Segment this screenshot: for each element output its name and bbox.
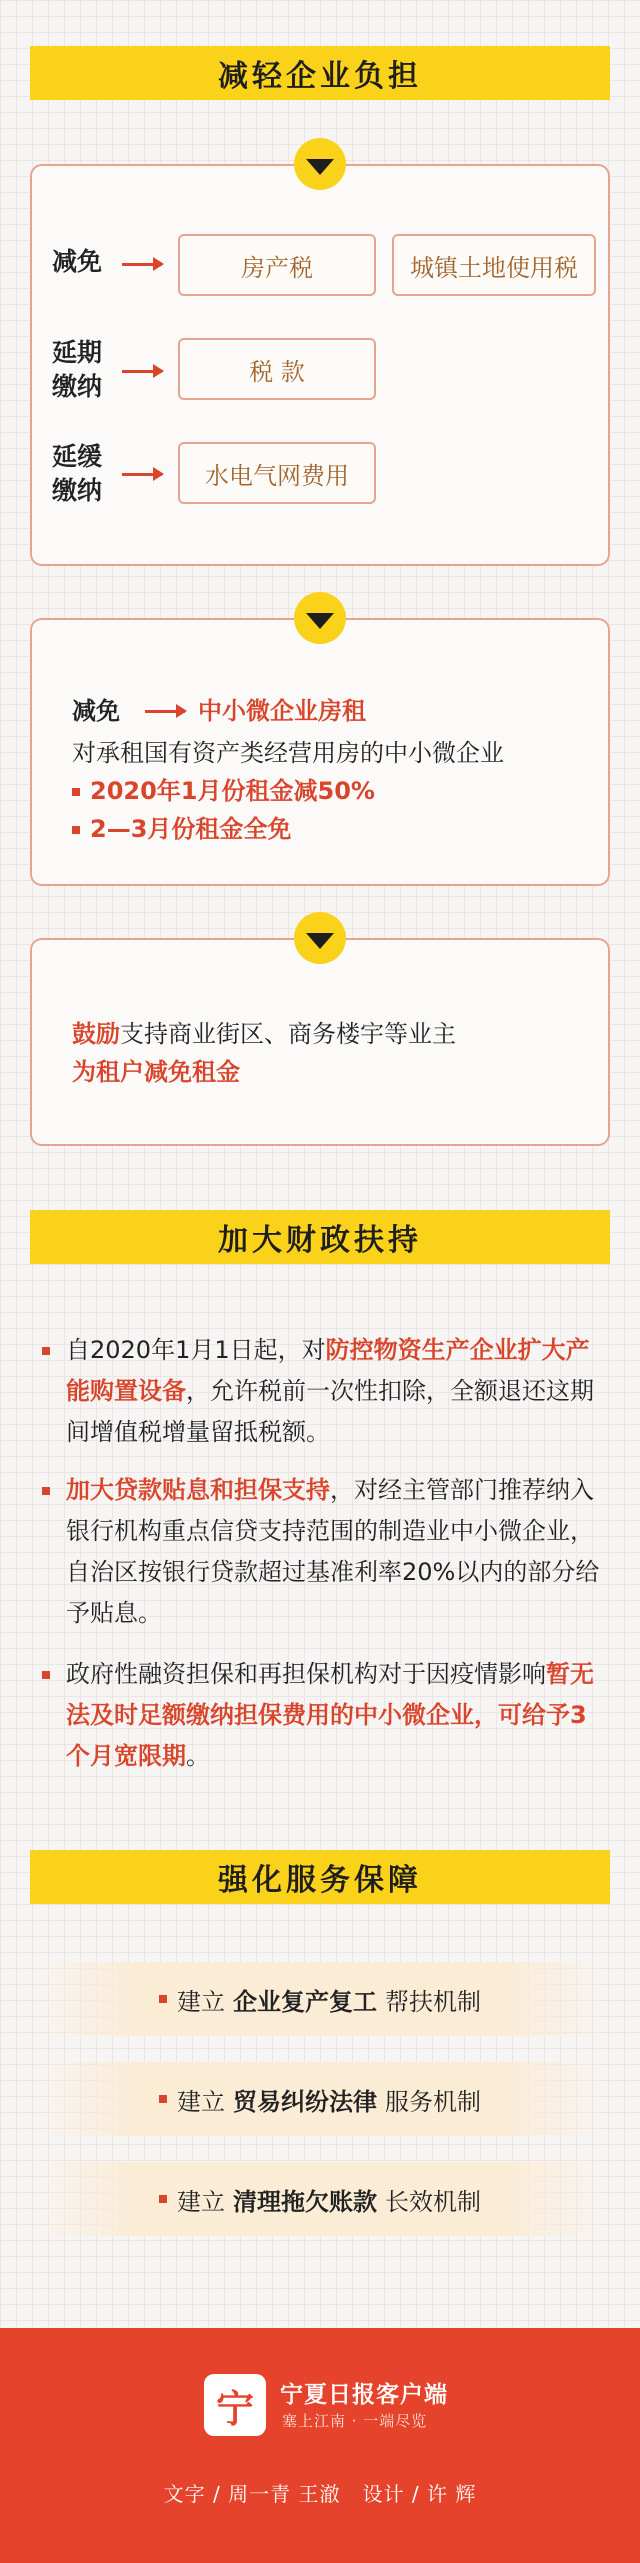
rent-label: 减免 bbox=[72, 697, 120, 725]
arrow-right-icon bbox=[122, 263, 162, 266]
fiscal-text: 。 bbox=[186, 1742, 210, 1770]
row-label-line: 延缓 bbox=[52, 442, 103, 471]
service-item bbox=[30, 2062, 610, 2136]
chevron-down-icon bbox=[294, 138, 346, 190]
service-item bbox=[30, 1962, 610, 2036]
arrow-right-icon bbox=[122, 473, 162, 476]
service-pre: 建立 bbox=[177, 1987, 225, 2016]
section-title-reduce-burden: 减轻企业负担 bbox=[30, 46, 610, 100]
encourage-line-1 bbox=[72, 1015, 456, 1053]
service-pre: 建立 bbox=[177, 2087, 225, 2116]
bullet-square-icon bbox=[159, 2195, 167, 2203]
encourage-text: 支持商业街区、商务楼宇等业主 bbox=[120, 1020, 456, 1048]
section-title-service-guarantee: 强化服务保障 bbox=[30, 1850, 610, 1904]
service-bold: 贸易纠纷法律 bbox=[233, 2087, 377, 2116]
service-pre: 建立 bbox=[177, 2187, 225, 2216]
app-logo: 宁 bbox=[204, 2374, 266, 2436]
arrow-right-icon bbox=[122, 370, 162, 373]
fiscal-text: ，对经主管部门推荐纳入银行机构重点信贷支持范围的制造业中小微企业，自治区按银行贷款超过基准利率20%以内的部分给予贴息。 bbox=[66, 1476, 600, 1627]
rent-desc: 对承租国有资产类经营用房的中小微企业 bbox=[72, 739, 504, 767]
rent-bullet-1 bbox=[72, 772, 375, 810]
service-post: 帮扶机制 bbox=[385, 1987, 481, 2016]
bullet-square-icon bbox=[159, 1995, 167, 2003]
arrow-right-icon bbox=[145, 710, 185, 713]
bullet-square-icon bbox=[42, 1487, 50, 1495]
bullet-square-icon bbox=[42, 1347, 50, 1355]
footer bbox=[0, 2328, 640, 2563]
row-label-defer bbox=[52, 336, 102, 404]
row-label-line: 延期 bbox=[52, 338, 103, 367]
fiscal-text: 自2020年1月1日起，对 bbox=[66, 1336, 326, 1364]
rent-target: 中小微企业房租 bbox=[198, 697, 366, 725]
encourage-lead: 鼓励 bbox=[72, 1020, 120, 1048]
item-property-tax: 房产税 bbox=[178, 234, 376, 296]
bullet-square-icon bbox=[159, 2095, 167, 2103]
item-utility-fees: 水电气网费用 bbox=[178, 442, 376, 504]
fiscal-text: ，允许税前一次性扣除，全额退还这期间增值税增量留抵税额。 bbox=[66, 1377, 594, 1446]
service-bold: 企业复产复工 bbox=[233, 1987, 377, 2016]
row-label-postpone bbox=[52, 440, 102, 508]
item-land-use-tax: 城镇土地使用税 bbox=[392, 234, 596, 296]
app-name: 宁夏日报客户端 bbox=[280, 2382, 448, 2408]
service-item bbox=[30, 2162, 610, 2236]
chevron-down-icon bbox=[294, 912, 346, 964]
fiscal-highlight: 防控物资生产企业扩大产能购置设备 bbox=[66, 1336, 590, 1405]
row-label-line: 缴纳 bbox=[52, 372, 103, 401]
credits: 文字 / 周一青 王澈 设计 / 许 辉 bbox=[163, 2482, 477, 2506]
service-bold: 清理拖欠账款 bbox=[233, 2187, 377, 2216]
row-label-line: 缴纳 bbox=[52, 476, 103, 505]
fiscal-paragraph-3 bbox=[42, 1654, 610, 1777]
fiscal-text: 政府性融资担保和再担保机构对于因疫情影响 bbox=[66, 1660, 546, 1688]
rent-bullet-text: 2—3月份租金全免 bbox=[90, 815, 292, 843]
service-post: 服务机制 bbox=[385, 2087, 481, 2116]
item-tax: 税 款 bbox=[178, 338, 376, 400]
app-slogan: 塞上江南 · 一端尽览 bbox=[282, 2412, 428, 2430]
rent-bullet-text: 2020年1月份租金减50% bbox=[90, 777, 375, 805]
bullet-square-icon bbox=[72, 826, 80, 834]
service-post: 长效机制 bbox=[385, 2187, 481, 2216]
section-title-fiscal-support: 加大财政扶持 bbox=[30, 1210, 610, 1264]
fiscal-paragraph-2 bbox=[42, 1470, 610, 1634]
fiscal-highlight: 加大贷款贴息和担保支持 bbox=[66, 1476, 330, 1504]
bullet-square-icon bbox=[72, 788, 80, 796]
fiscal-highlight: 暂无法及时足额缴纳担保费用的中小微企业，可给予3个月宽限期 bbox=[66, 1660, 594, 1770]
encourage-line-2: 为租户减免租金 bbox=[72, 1058, 240, 1086]
fiscal-paragraph-1 bbox=[42, 1330, 610, 1453]
bullet-square-icon bbox=[42, 1671, 50, 1679]
rent-bullet-2 bbox=[72, 810, 291, 848]
row-label-exempt: 减免 bbox=[52, 247, 103, 276]
chevron-down-icon bbox=[294, 592, 346, 644]
